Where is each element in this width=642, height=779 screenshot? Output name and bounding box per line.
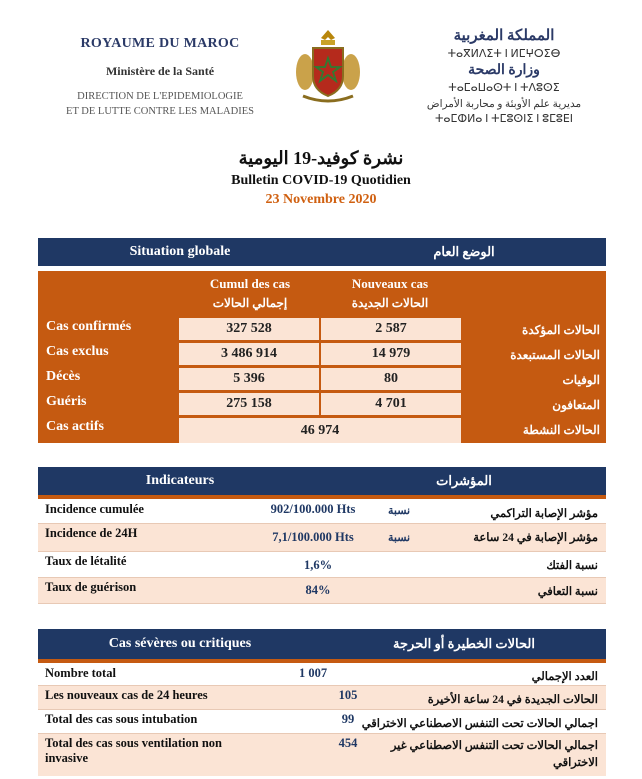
indicators-title-fr: Indicateurs [145, 473, 215, 488]
row-label-ar: المتعافون [552, 398, 600, 412]
severe-value: 454 [338, 736, 358, 750]
row-label-ar: الحالات النشطة [522, 423, 600, 437]
situation-row-active [38, 418, 606, 443]
direction-ar: مديرية علم الأوبئة و محاربة الأمراض [426, 99, 582, 110]
col-new-ar: الحالات الجديدة [351, 296, 429, 310]
severe-label-ar-line-1: اجمالي الحالات تحت التنفس الاصطناعي غير [390, 740, 598, 752]
severe-label-ar: العدد الإجمالي [531, 671, 598, 683]
bulletin-titles [0, 148, 642, 208]
situation-row [38, 343, 606, 365]
severe-label-fr-line-1: Total des cas sous ventilation non [45, 736, 223, 750]
indicator-rate-word: نسبة [388, 505, 411, 517]
indicator-value: 902/100.000 Hts [270, 502, 356, 516]
indicator-row [38, 552, 606, 578]
bulletin-date: 23 Novembre 2020 [265, 192, 377, 207]
severe-title-fr: Cas sévères ou critiques [108, 636, 252, 651]
severe-label-ar: اجمالي الحالات تحت التنفس الاصطناعي الاختراقي [361, 718, 598, 730]
cumul-value: 3 486 914 [179, 343, 319, 365]
col-cumul-ar: إجمالي الحالات [212, 296, 288, 310]
row-label-ar: الحالات المؤكدة [522, 323, 600, 337]
header-arabic [394, 26, 614, 125]
situation-row [38, 318, 606, 340]
new-value: 14 979 [321, 343, 461, 365]
severe-label-ar [391, 738, 598, 772]
col-cumul-fr: Cumul des cas [209, 276, 291, 291]
severe-label-fr-line-2: invasive [45, 751, 89, 765]
indicator-row [38, 524, 606, 552]
situation-title-fr: Situation globale [129, 244, 231, 259]
severe-title-ar: الحالات الخطيرة أو الحرجة [393, 636, 535, 651]
new-value: 2 587 [321, 318, 461, 340]
situation-table [38, 271, 606, 443]
cumul-value: 327 528 [179, 318, 319, 340]
kingdom-fr: ROYAUME DU MAROC [80, 36, 240, 51]
situation-title-ar: الوضع العام [433, 244, 495, 259]
indicator-label-fr: Taux de guérison [45, 580, 137, 594]
ministry-ar: وزارة الصحة [468, 63, 540, 78]
row-label-fr: Cas actifs [46, 419, 104, 434]
severe-label-ar: الحالات الجديدة في 24 ساعة الأخيرة [427, 694, 598, 706]
divider [38, 659, 606, 663]
severe-table [38, 664, 606, 776]
row-label-fr: Cas exclus [46, 344, 109, 359]
row-label-fr: Décès [46, 369, 81, 384]
new-value: 80 [321, 368, 461, 390]
severe-row [38, 664, 606, 686]
new-value: 4 701 [321, 393, 461, 415]
row-label-fr: Guéris [46, 394, 87, 409]
direction-tifinagh: ⵜⴰⵎⵀⵍⴰ ⵏ ⵜⵎⵓⵙⵏⵉ ⵏ ⵓⵎⵓⴹⵏ [434, 113, 574, 125]
row-label-fr: Cas confirmés [46, 319, 132, 334]
direction-fr [50, 89, 270, 119]
severe-value: 99 [341, 712, 355, 726]
indicators-header [38, 467, 606, 495]
severe-header [38, 629, 606, 659]
row-label-ar: الحالات المستبعدة [510, 348, 600, 362]
row-label-ar: الوفيات [562, 373, 600, 387]
divider [38, 495, 606, 499]
severe-row [38, 734, 606, 776]
kingdom-tifinagh: ⵜⴰⴳⵍⴷⵉⵜ ⵏ ⵍⵎⵖⵔⵉⴱ [447, 48, 561, 60]
indicator-label-ar: مؤشر الإصابة التراكمي [490, 508, 598, 520]
indicator-value: 7,1/100.000 Hts [272, 530, 354, 544]
direction-fr-line-1: DIRECTION DE L'EPIDEMIOLOGIE [77, 91, 243, 102]
indicator-label-ar: مؤشر الإصابة في 24 ساعة [473, 532, 598, 544]
situation-row [38, 393, 606, 415]
direction-fr-line-2: ET DE LUTTE CONTRE LES MALADIES [66, 106, 254, 117]
situation-row [38, 368, 606, 390]
active-value: 46 974 [179, 418, 461, 443]
indicators-title-ar: المؤشرات [436, 473, 492, 488]
indicator-value: 84% [305, 583, 331, 597]
severe-label-fr: Les nouveaux cas de 24 heures [45, 688, 208, 702]
severe-value: 1 007 [298, 666, 328, 680]
kingdom-ar: المملكة المغربية [453, 28, 555, 44]
indicator-label-fr: Taux de létalité [45, 554, 127, 568]
cumul-value: 275 158 [179, 393, 319, 415]
indicator-value: 1,6% [303, 558, 333, 572]
indicator-label-ar: نسبة التعافي [537, 586, 598, 598]
indicator-row [38, 578, 606, 604]
severe-row [38, 686, 606, 710]
severe-label-fr: Total des cas sous intubation [45, 712, 198, 726]
severe-label-ar-line-2: الاختراقي [553, 757, 598, 769]
severe-value: 105 [338, 688, 358, 702]
severe-label-fr: Nombre total [45, 666, 116, 680]
indicator-label-ar: نسبة الفتك [546, 560, 598, 572]
indicator-row [38, 500, 606, 524]
indicator-label-fr: Incidence cumulée [45, 502, 144, 516]
bulletin-title-fr: Bulletin COVID-19 Quotidien [231, 173, 411, 188]
indicators-table [38, 500, 606, 604]
situation-header [38, 238, 606, 266]
header-french [50, 36, 270, 119]
cumul-value: 5 396 [179, 368, 319, 390]
bulletin-title-ar: نشرة كوفيد-19 اليومية [238, 148, 404, 168]
ministry-tifinagh: ⵜⴰⵎⴰⵡⴰⵙⵜ ⵏ ⵜⴷⵓⵙⵉ [448, 82, 560, 94]
indicator-rate-word: نسبة [388, 532, 411, 544]
col-new-fr: Nouveaux cas [351, 276, 429, 291]
severe-row [38, 710, 606, 734]
ministry-fr: Ministère de la Santé [105, 64, 215, 78]
coat-of-arms-emblem [293, 28, 363, 106]
severe-label-fr [45, 736, 222, 766]
indicator-label-fr: Incidence de 24H [45, 526, 138, 540]
